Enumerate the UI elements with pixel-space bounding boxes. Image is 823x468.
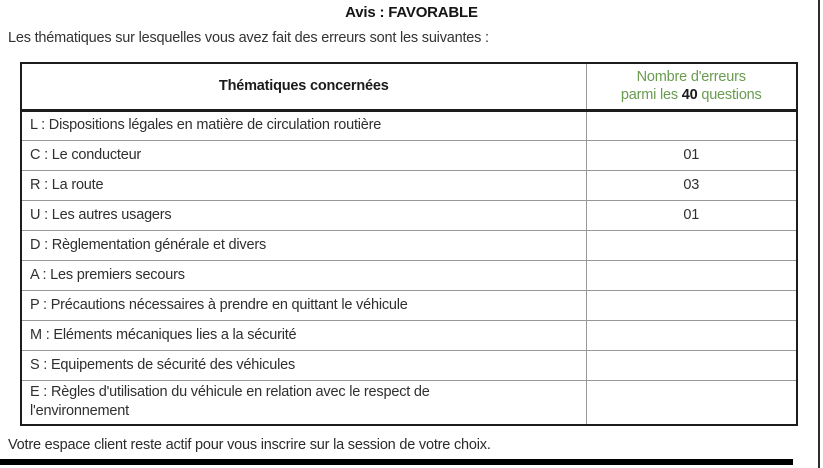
row-error-count: 01	[586, 140, 797, 170]
row-theme-label: R : La route	[30, 176, 104, 193]
row-error-count	[586, 260, 797, 290]
column-header-errors	[586, 63, 797, 110]
table-header-row	[21, 63, 797, 110]
errors-header-line1: Nombre d'erreurs	[636, 69, 746, 86]
table-row	[21, 320, 797, 350]
row-error-count: 01	[586, 200, 797, 230]
row-error-count	[586, 290, 797, 320]
bottom-divider-bar	[0, 459, 793, 465]
errors-header-line2-prefix: parmi les	[620, 87, 678, 104]
page-title: Avis : FAVORABLE	[345, 4, 478, 21]
row-theme-label: M : Eléments mécaniques lies a la sécurité	[30, 326, 297, 343]
row-theme-label: U : Les autres usagers	[30, 206, 172, 223]
row-error-count	[586, 380, 797, 425]
row-theme-label: P : Précautions nécessaires à prendre en quittant le véhicule	[30, 296, 408, 313]
intro-text: Les thématiques sur lesquelles vous avez fait des erreurs sont les suivantes :	[8, 30, 489, 46]
row-theme-label: D : Règlementation générale et divers	[30, 236, 267, 253]
table-row	[21, 380, 797, 425]
row-error-count	[586, 320, 797, 350]
footer-text: Votre espace client reste actif pour vous inscrire sur la session de votre choix.	[8, 437, 491, 453]
row-theme-label: A : Les premiers secours	[30, 266, 185, 283]
errors-header-question-count: 40	[681, 87, 698, 104]
row-error-count	[586, 110, 797, 140]
table-row	[21, 170, 797, 200]
table-row	[21, 350, 797, 380]
row-theme-label: S : Equipements de sécurité des véhicules	[30, 356, 296, 373]
table-row	[21, 290, 797, 320]
table-row	[21, 230, 797, 260]
table-body	[21, 110, 797, 425]
table-row	[21, 260, 797, 290]
row-error-count	[586, 350, 797, 380]
row-theme-label: E : Règles d'utilisation du véhicule en relation avec le respect de l'environnement	[30, 384, 430, 420]
row-theme-label: C : Le conducteur	[30, 146, 142, 163]
table-row	[21, 200, 797, 230]
errors-header-line2-suffix: questions	[701, 87, 762, 104]
column-header-themes: Thématiques concernées	[21, 63, 586, 110]
row-theme-label: L : Dispositions légales en matière de circulation routière	[30, 117, 382, 134]
table-row	[21, 140, 797, 170]
row-error-count: 03	[586, 170, 797, 200]
error-themes-table	[20, 62, 798, 426]
row-error-count	[586, 230, 797, 260]
table-row	[21, 110, 797, 140]
page-right-border	[818, 0, 820, 468]
